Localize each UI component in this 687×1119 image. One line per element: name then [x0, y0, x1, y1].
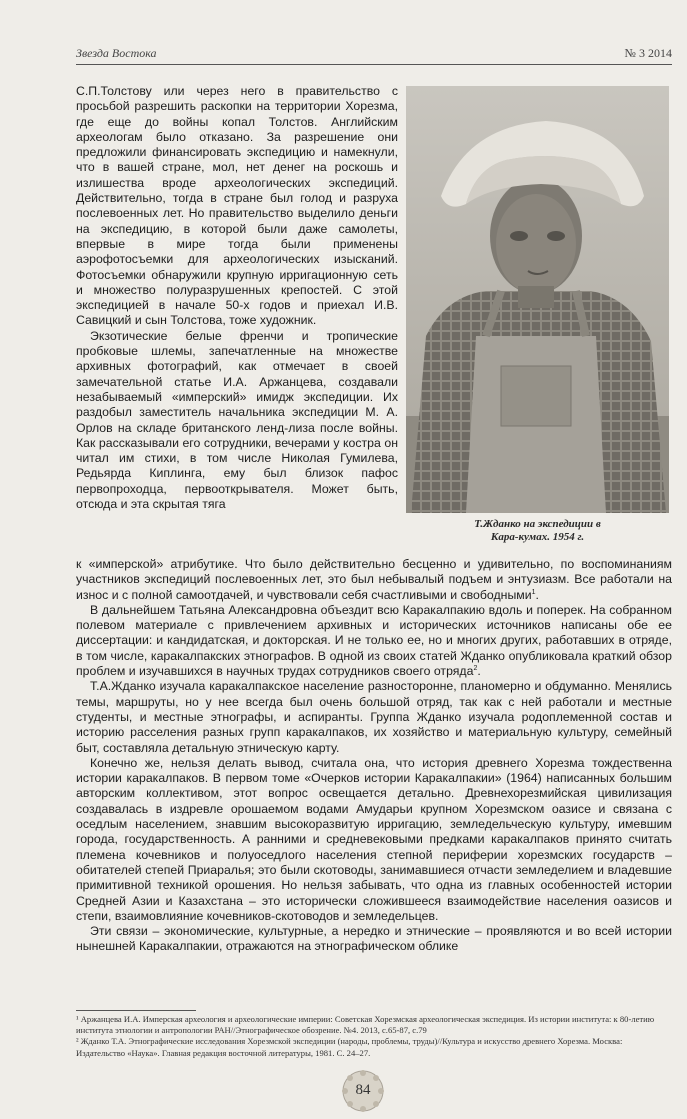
footnote-2: ² Жданко Т.А. Этнографические исследования Хорезмской экспедиции (народы, проблемы, труды)//Культура и искусство древнего Хорезма. Москва: Издательство «Наука». Главная редакция восточной литературы, 1981. С. 24–27.: [76, 1036, 623, 1058]
issue-number: № 3 2014: [624, 46, 672, 60]
paragraph-2-continued: к «имперской» атрибутике. Что было действительно бесценно и удивительно, по воспоминаниям участников экспедиций послевоенных лет, это был небывалый подъем и энтузиазм. Все работали на износ и с полной самоотдачей, и чувствовали себя счастливыми и свободными$^1$.: [76, 557, 672, 602]
text-column-top: [76, 84, 398, 512]
header-rule: [76, 64, 672, 65]
portrait-photo: [406, 86, 669, 513]
journal-title: Звезда Востока: [76, 46, 157, 60]
paragraph-3-text: В дальнейшем Татьяна Александровна объездит всю Каракалпакию вдоль и поперек. На собранном полевом материале с привлечением архивных и исторических источников написаны обе ее диссертации: и кандидатская, и докторская. И не только ее, но и многих других, работавших в отряде, в том числе, каракалпакских этнографов. В одной из своих статей Жданко опубликовала краткий обзор проблем и изучавшихся в научных трудах сотрудников своего отряда: [76, 602, 672, 679]
paragraph-2-continued-text: к «имперской» атрибутике. Что было действительно бесценно и удивительно, по воспоминаниям участников экспедиций послевоенных лет, это был небывалый подъем и энтузиазм. Все работали на износ и с полной самоотдачей, и чувствовали себя счастливыми и свободными: [76, 557, 672, 602]
page-number: 84: [355, 1082, 371, 1098]
footnotes: [76, 1014, 672, 1059]
paragraph-4: Т.А.Жданко изучала каракалпакское население разносторонне, планомерно и обдуманно. Менялись темы, маршруты, но у нее всегда был очень большой отряд, так как с ней работали и местные студенты, и местные этнографы, и аспиранты. Группа Жданко изучала родоплеменной состав и историю расселения разных групп каракалпаков, их хозяйство и материальную культуру, семейный быт, составляла детальную этническую карту.: [76, 679, 672, 755]
caption-line-2: Кара-кумах. 1954 г.: [490, 531, 585, 543]
paragraph-2: Экзотические белые френчи и тропические пробковые шлемы, запечатленные на множестве архивных фотографий, как отмечает в своей замечательной статье И.А. Аржанцева, создавали незабываемый «имперский» имидж экспедиции. Их раздобыл заместитель начальника экспедиции М. А. Орлов на складе британского ленд-лиза после войны. Как рассказывали его сотрудники, вечерами у костра он читал им стихи, в том числе Николая Гумилева, Редьярда Киплинга, ему был близок пафос первопроходца, первооткрывателя. Может быть, отсюда и эта скрытая тяга: [76, 328, 398, 512]
paragraph-1: С.П.Толстову или через него в правительство с просьбой разрешить раскопки на территории Хорезма, где еще до войны копал Толстов. Английским археологам было отказано. За разрешение они предложили финансировать экспедицию и намекнули, что в вашей стране, мол, нет денег на роскошь и излишества вроде археологических экспедиций. Действительно, тогда в стране был голод и разруха послевоенных лет. Но правительство выделило деньги на экспедицию, в которой были даже самолеты, впервые в мире тогда были применены аэрофотосъемки для археологических изысканий. Фотосъемки обнаружили крупную ирригационную сеть и множество полуразрушенных крепостей. С этой экспедицией в начале 50-х годов и приехал И.В. Савицкий и сын Толстова, тоже художник.: [76, 84, 398, 328]
caption-line-1: Т.Жданко на экспедиции в: [474, 518, 601, 530]
footnote-ref-2[interactable]: 2: [473, 664, 478, 672]
photo-caption: [406, 518, 669, 544]
paragraph-6: Эти связи – экономические, культурные, а нередко и этнические – проявляются и во всей истории нынешней Каракалпакии, отражаются на этнографическом облике: [76, 924, 672, 954]
figure: [406, 86, 669, 546]
text-column-bottom: [76, 557, 672, 955]
footnote-1: ¹ Аржанцева И.А. Имперская археология и археологические империи: Советская Хорезмская археологическая экспедиция. Из истории института: к 80-летию института этнологии и антропологии РАН//Этнографическое обозрение. №4. 2013, с.65-87, с.79: [76, 1014, 655, 1036]
paragraph-3: В дальнейшем Татьяна Александровна объездит всю Каракалпакию вдоль и поперек. На собранном полевом материале с привлечением архивных и исторических источников написаны обе ее диссертации: и кандидатская, и докторская. И не только ее, но и многих других, работавших в отряде, в том числе, каракалпакских этнографов. В одной из своих статей Жданко опубликовала краткий обзор проблем и изучавшихся в научных трудах сотрудников своего отряда$^2$.: [76, 602, 672, 679]
paragraph-5: Конечно же, нельзя делать вывод, считала она, что история древнего Хорезма тождественна истории каракалпаков. В первом томе «Очерков истории Каракалпакии» (1964) написанных большим авторским коллективом, этот вопрос освещается детально. Древнехорезмийская цивилизация создавалась в издревле орошаемом водами Амударьи крупном Хорезмском оазисе и связана с оседлым населением, знавшим высокоразвитую ирригацию, земледельческую культуру, имевшим города, государственность. А ранними и средневековыми предками каракалпаков принято считать племена кочевников и полуоседлого населения степной периферии хорезмских государств – обитателей степей Приаралья; это были скотоводы, занимавшиеся отчасти земледелием и владевшие примитивной техникой орошения. Но нельзя забывать, что одна из главных особенностей истории Средней Азии и Казахстана – это исторически сложившееся взаимодействие населения оазисов и степи, взаимовлияние кочевников-скотоводов и земледельцев.: [76, 755, 672, 923]
footnote-rule: [76, 1010, 196, 1011]
footnote-ref-1[interactable]: 1: [531, 588, 536, 596]
running-header: [76, 44, 672, 66]
page-number-badge: [340, 1068, 386, 1114]
